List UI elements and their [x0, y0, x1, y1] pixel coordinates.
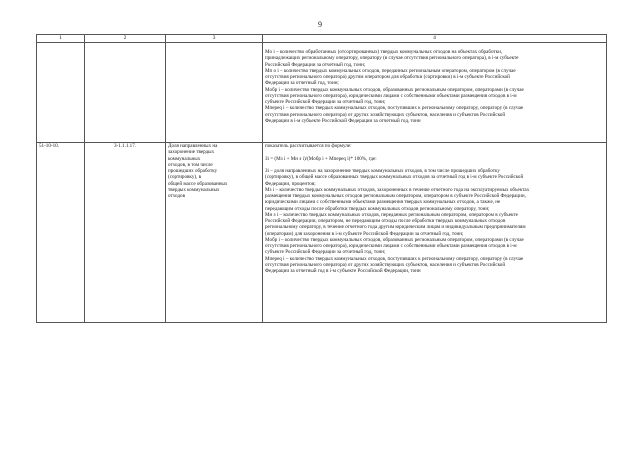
definition-line: Федерации, процентов;: [265, 180, 316, 187]
definition-line: отсутствия регионального оператора), юридическими лицами с собственными объектами размещения отходов в i-м: [265, 243, 517, 249]
definition-line: (операторам) для захоронения в i-м субъекте Российской Федерации за отчетный год, тонн;: [265, 230, 464, 237]
definition-line: Федерации за отчетный год, тонн;: [265, 80, 339, 87]
definition-line: Российской Федерации, оператором, не передающим отходы после обработки твердых коммунальных отходов: [265, 218, 506, 224]
indicator-name-line: захоронение твердых: [168, 149, 215, 156]
definition-line: показатель рассчитывается по формуле:: [265, 143, 352, 149]
definition-line: (сортировку), в общей массе образованных твердых коммунальных отходов за отчетный год в i-м субъекте Российской: [265, 174, 524, 181]
header-cell-3: 3: [166, 35, 263, 43]
definition-line: субъекте Российской Федерации за отчетный год, тонн;: [265, 249, 386, 256]
definition-line: Федерации в i-м субъекте Российской Федерации за отчетный год, тонн: [265, 117, 421, 124]
row2-name-cell: [166, 143, 263, 323]
formula: Зi = (Mз i + Mн з i)/(Mобр i + Mпереq i)* 100%, где:: [265, 155, 377, 162]
definition-line: Mо i – количество обработанных (отсортированных) твердых коммунальных отходов на объектах обработки,: [265, 49, 503, 55]
table-row: [37, 43, 607, 143]
table-header-row: [37, 35, 607, 43]
definition-line: Mобр i – количество твердых коммунальных отходов, образованных региональным оператором, операторами (в случае: [265, 236, 524, 243]
row1-code-cell: [37, 43, 85, 143]
indicator-name-line: общей массе образованных: [168, 180, 228, 187]
definition-line: Mпереq i – количество твердых коммунальных отходов, поступивших к региональному оператору, оператору (в случае: [265, 255, 524, 262]
header-cell-1: 1: [37, 35, 85, 43]
definition-line: отсутствия регионального оператора) другим оператором для обработки (сортировки) в i-м субъекте Российской: [265, 74, 510, 80]
definition-line: Mп о i – количество твердых коммунальных отходов, переданных региональным оператором, оператором (в случае: [265, 67, 516, 74]
row2-definition-cell: [263, 143, 607, 323]
definition-line: размещения твердых коммунальных отходов региональным оператором, оператором в субъекте Российской Федерации,: [265, 193, 526, 199]
definition-line: передающим отходы после обработки твердых коммунальных отходов региональному оператору, тонн;: [265, 205, 490, 212]
indicator-table: [36, 34, 607, 323]
definition-line: отсутствия регионального оператора) от других хозяйствующих субъектов, населения и субъектов Российской: [265, 261, 506, 268]
page-number: 9: [318, 20, 322, 29]
indicator-name-line: прошедших обработку: [168, 168, 218, 174]
definition-line: Mобр i – количество твердых коммунальных отходов, образованных региональным оператором, операторами (в случае: [265, 86, 524, 93]
indicator-name-line: Доля направленных на: [168, 143, 218, 149]
definition-line: Mпереq i – количество твердых коммунальных отходов, поступивших к региональному оператору, оператору (в случае: [265, 105, 524, 112]
definition-line: Российской Федерации за отчетный год, тонн;: [265, 61, 366, 68]
row2-number-cell: 3-1.1.1.17.: [85, 143, 166, 323]
definition-line: Зi – доля направленных на захоронение твердых коммунальных отходов, в том числе прошедших обработку: [265, 168, 500, 174]
definition-line: принадлежащих региональному оператору, оператору (в случае отсутствия регионального оператора), в i-м субъекте: [265, 55, 519, 62]
indicator-name-line: коммунальных: [168, 155, 201, 162]
header-cell-4: 4: [263, 35, 607, 43]
row2-code-cell: 51-10-10.: [37, 143, 85, 323]
indicator-name-line: (сортировку), в: [168, 174, 202, 181]
definition-line: юридическими лицами с собственными объектами размещения твердых коммунальных отходов, а также, не: [265, 199, 501, 206]
definition-line: региональному оператору, в течение отчетного года другим юридическим лицам и индивидуальным предпринимателям: [265, 224, 526, 231]
indicator-name-line: отходов, в том числе: [168, 161, 213, 168]
table-row: [37, 143, 607, 323]
indicator-name-line: твердых коммунальных: [168, 186, 220, 193]
definition-line: Федерации за отчетный год в i-м субъекте Российской Федерации, тонн: [265, 268, 421, 274]
header-cell-2: 2: [85, 35, 166, 43]
definition-line: отсутствия регионального оператора) от других хозяйствующих субъектов, населения и субъектов Российской: [265, 111, 506, 118]
definition-line: Mз i – количество твердых коммунальных отходов, захороненных в течение отчетного года на эксплуатируемых объектах: [265, 186, 530, 193]
row1-definition-cell: [263, 43, 607, 143]
definition-line: отсутствия регионального оператора), юридическими лицами с собственными объектами размещения отходов в i-м: [265, 92, 517, 99]
indicator-name-line: отходов: [168, 193, 186, 199]
row1-number-cell: [85, 43, 166, 143]
definition-line: Mн з i – количество твердых коммунальных отходов, переданных региональным оператором, оператором в субъекте: [265, 211, 518, 218]
definition-line: субъекте Российской Федерации за отчетный год, тонн;: [265, 99, 386, 105]
row1-name-cell: [166, 43, 263, 143]
